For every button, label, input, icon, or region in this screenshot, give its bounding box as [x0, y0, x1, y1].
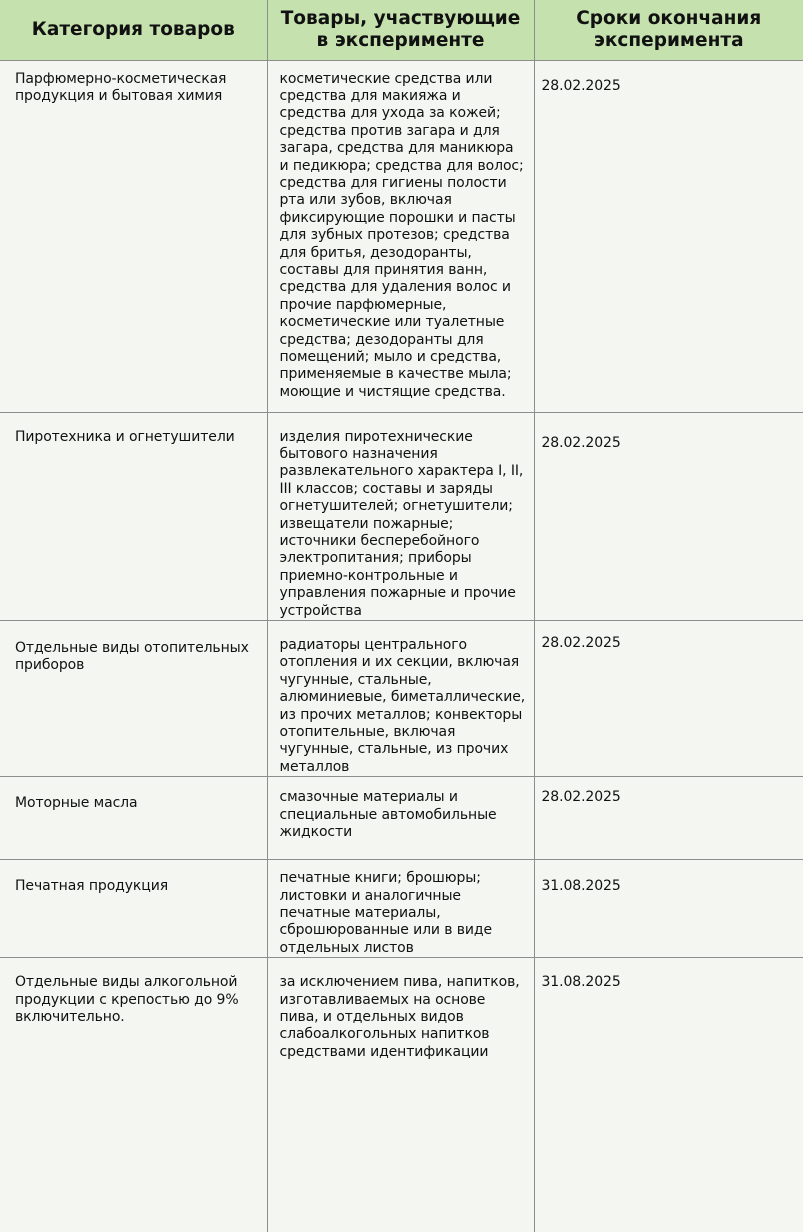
goods-cell: радиаторы центрального отопления и их секции, включая чугунные, стальные, алюминиевые, биметаллические, из прочих металлов; конвекторы отопительные, включая чугунные, стальные, из прочих металлов [267, 620, 534, 776]
goods-cell: изделия пиротехнические бытового назначения развлекательного характера I, II, III классов; составы и заряды огнетушителей; огнетушители; извещатели пожарные; источники бесперебойного электропитания; приборы приемно-контрольные и управления пожарные и прочие устройства [267, 412, 534, 620]
deadline-cell: 28.02.2025 [534, 412, 803, 620]
header-goods: Товары, участвующие в эксперименте [267, 0, 534, 60]
deadline-cell: 28.02.2025 [534, 777, 803, 860]
table-row [0, 860, 803, 958]
category-cell: Пиротехника и огнетушители [0, 412, 267, 620]
table-row [0, 60, 803, 412]
category-cell: Моторные масла [0, 777, 267, 860]
deadline-cell: 31.08.2025 [534, 958, 803, 1232]
category-cell: Парфюмерно-косметическая продукция и бытовая химия [0, 60, 267, 412]
goods-cell: смазочные материалы и специальные автомобильные жидкости [267, 777, 534, 860]
header-deadline: Сроки окончания эксперимента [534, 0, 803, 60]
category-cell: Печатная продукция [0, 860, 267, 958]
table-row [0, 412, 803, 620]
goods-cell: за исключением пива, напитков, изготавливаемых на основе пива, и отдельных видов слабоалкогольных напитков средствами идентификации [267, 958, 534, 1232]
deadline-cell: 28.02.2025 [534, 60, 803, 412]
category-cell: Отдельные виды отопительных приборов [0, 620, 267, 776]
category-cell: Отдельные виды алкогольной продукции с крепостью до 9% включительно. [0, 958, 267, 1232]
deadline-cell: 31.08.2025 [534, 860, 803, 958]
table-row [0, 777, 803, 860]
table-row [0, 958, 803, 1232]
header-category: Категория товаров [0, 0, 267, 60]
goods-cell: печатные книги; брошюры; листовки и аналогичные печатные материалы, сброшюрованные или в виде отдельных листов [267, 860, 534, 958]
deadline-cell: 28.02.2025 [534, 620, 803, 776]
goods-cell: косметические средства или средства для макияжа и средства для ухода за кожей; средства против загара и для загара, средства для маникюра и педикюра; средства для волос; средства для гигиены полости рта или зубов, включая фиксирующие порошки и пасты для зубных протезов; средства для бритья, дезодоранты, составы для принятия ванн, средства для удаления волос и прочие парфюмерные, косметические или туалетные средства; дезодоранты для помещений; мыло и средства, применяемые в качестве мыла; моющие и чистящие средства. [267, 60, 534, 412]
table-header-row [0, 0, 803, 60]
table-row [0, 620, 803, 776]
